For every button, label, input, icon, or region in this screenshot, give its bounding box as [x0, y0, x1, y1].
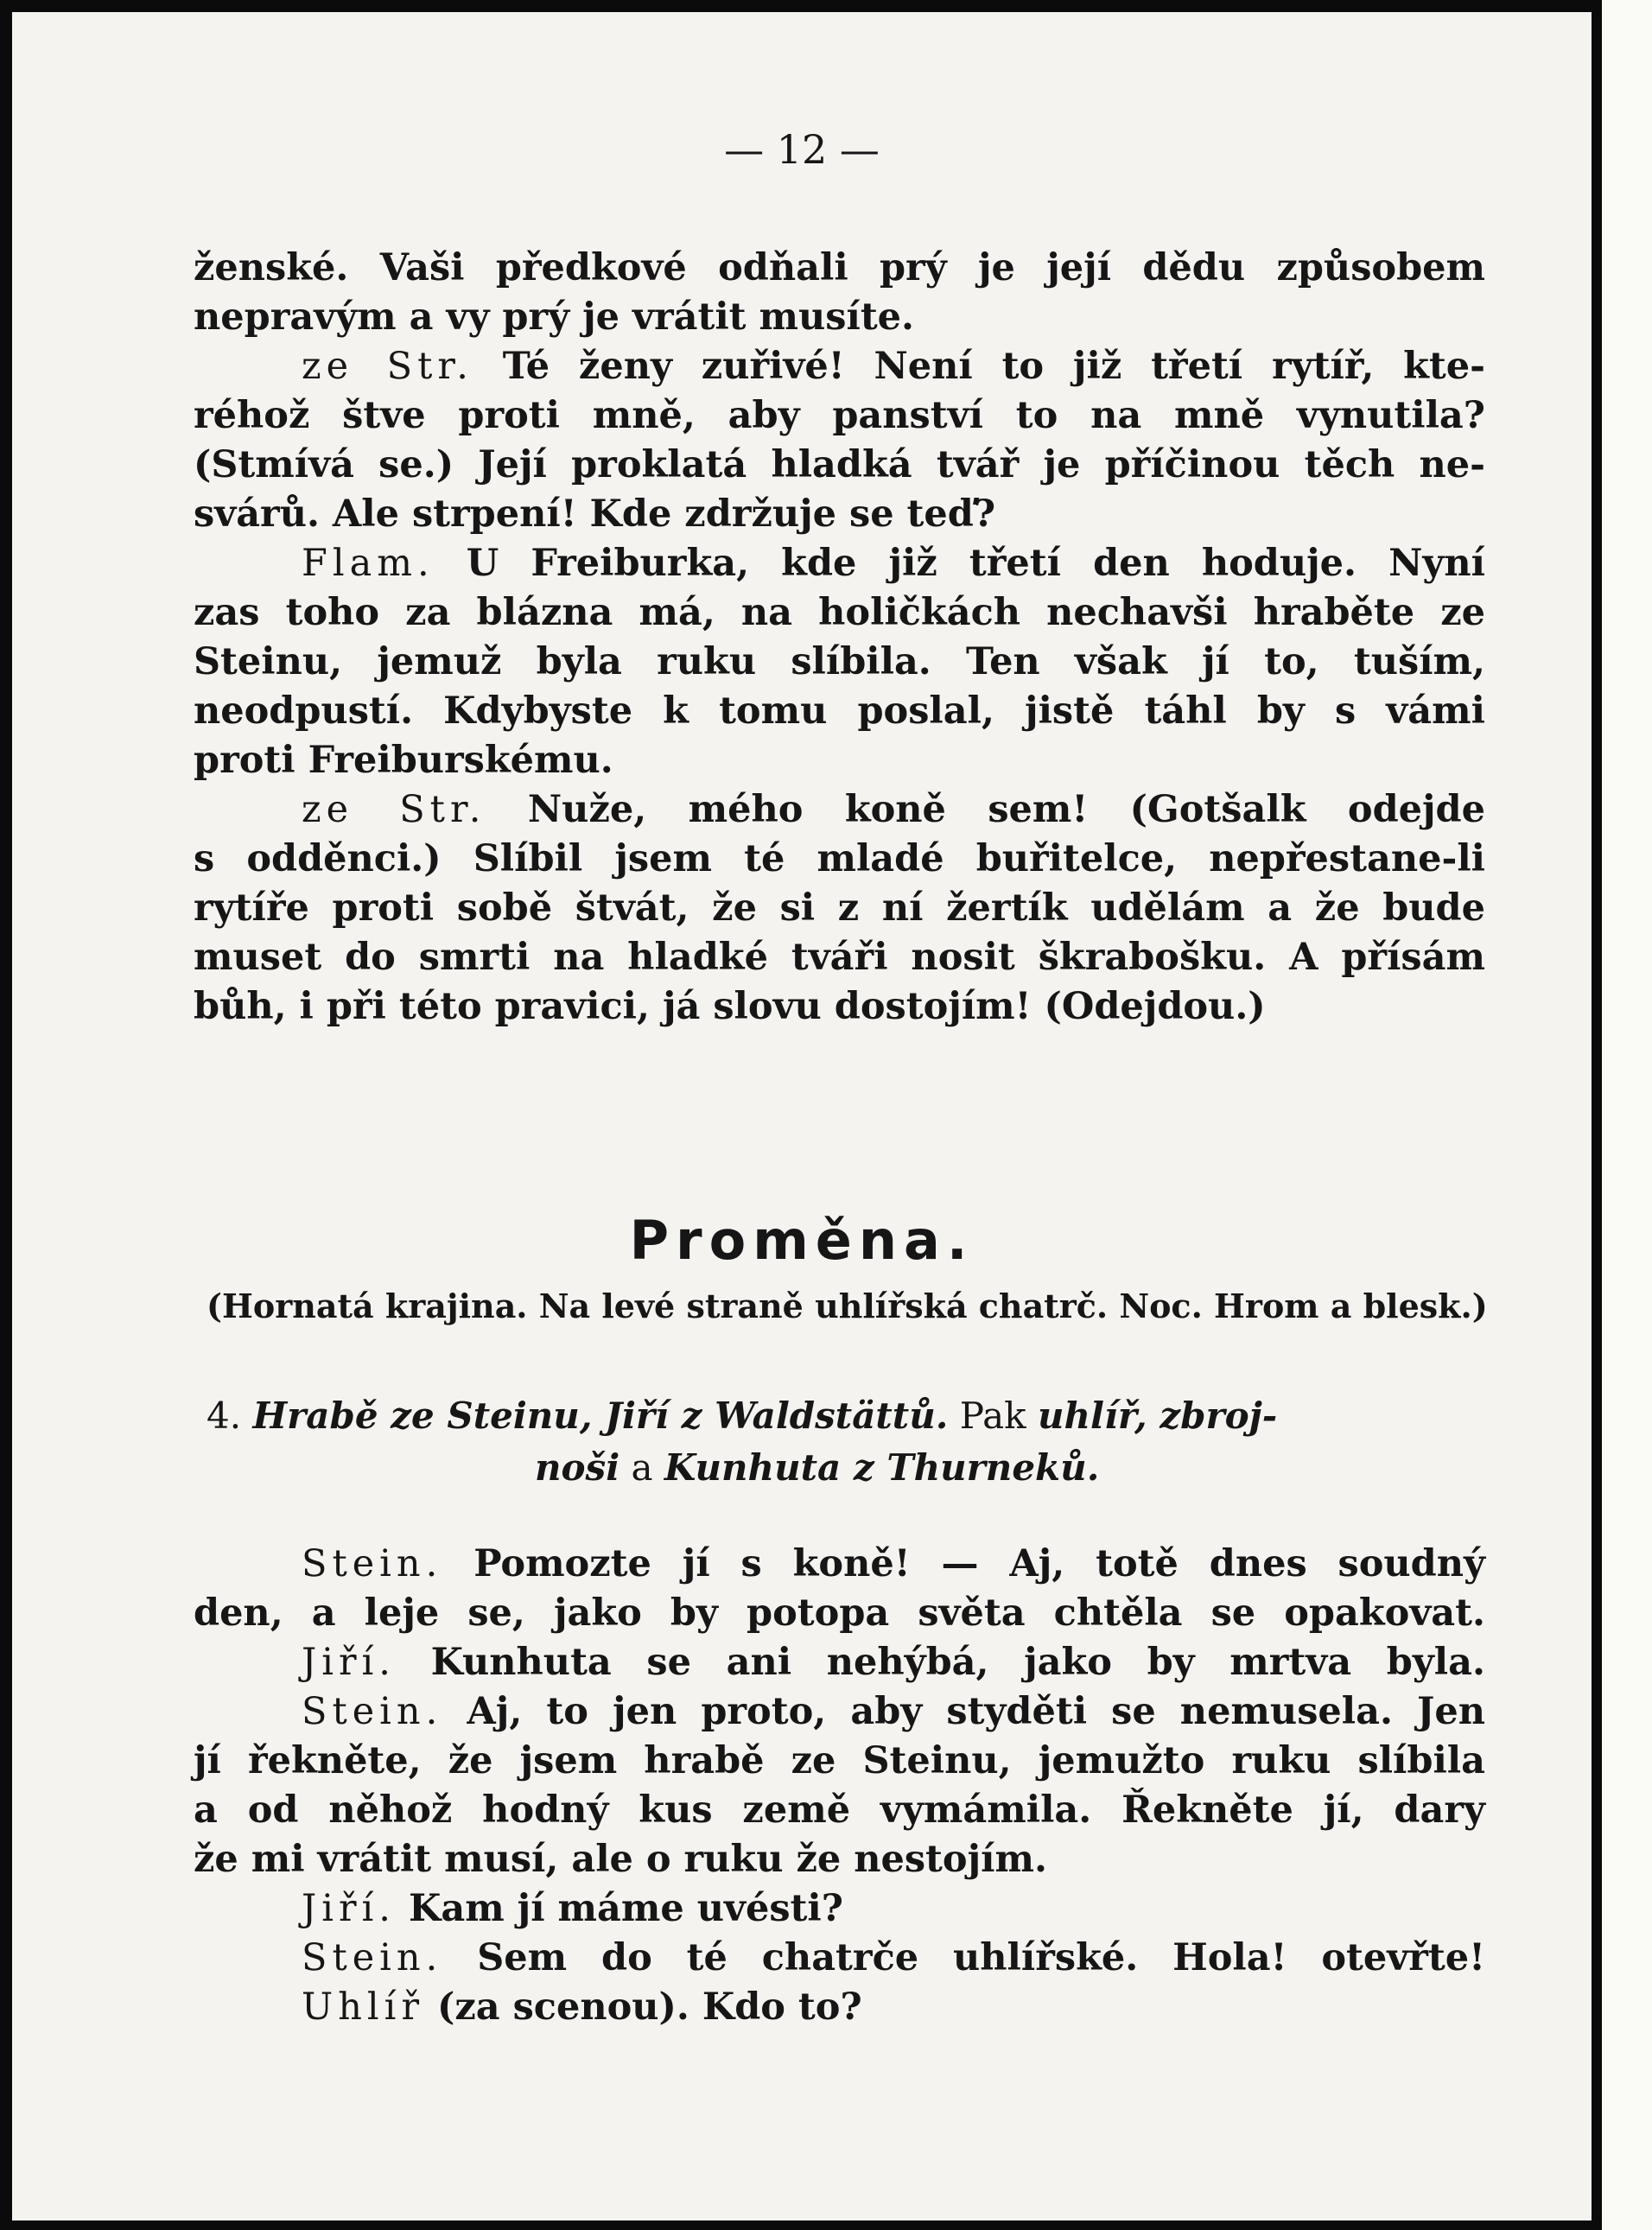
- cast-connector-2: a: [620, 1446, 664, 1489]
- line-text: ženské. Vaši předkové odňali prý je její dědu způsobem: [194, 246, 1485, 289]
- line-text: den, a leje se, jako by potopa světa chtěla se opakovat.: [194, 1591, 1485, 1635]
- text-line: [194, 490, 1485, 539]
- text-line: [194, 982, 1485, 1032]
- line-text: bůh, i při této pravici, já slovu dostojím! (Odejdou.): [194, 985, 1266, 1028]
- cast-line-1: [206, 1395, 1277, 1437]
- text-line: [194, 391, 1485, 441]
- line-text: Kam jí máme uvésti?: [408, 1887, 843, 1930]
- cast-line-2: [206, 1442, 1481, 1494]
- text-line: [194, 1934, 1485, 1983]
- line-text: jí řekněte, že jsem hrabě ze Steinu, jemužto ruku slíbila: [194, 1739, 1485, 1782]
- line-text: svárů. Ale strpení! Kde zdržuje se teď?: [194, 492, 996, 536]
- text-line: [194, 785, 1485, 835]
- text-line: [194, 342, 1485, 391]
- book-page: [12, 12, 1592, 2220]
- text-block-dialogue-2: [194, 1540, 1485, 2032]
- cast-characters-4: Kunhuta z Thurneků.: [664, 1446, 1100, 1489]
- line-text: Pomozte jí s koně! — Aj, totě dnes soudný: [473, 1542, 1485, 1585]
- text-block-dialogue-1: [194, 244, 1485, 1032]
- speaker-name: Flam.: [302, 542, 435, 585]
- cast-characters-1: Hrabě ze Steinu, Jiří z Waldstättů.: [252, 1395, 949, 1437]
- text-line: [194, 933, 1485, 982]
- line-text: Kunhuta se ani nehýbá, jako by mrtva byla.: [430, 1641, 1485, 1684]
- text-line: [194, 1737, 1485, 1786]
- line-text: (Stmívá se.) Její proklatá hladká tvář je příčinou těch ne-: [194, 443, 1485, 486]
- cast-list: [206, 1390, 1481, 1494]
- cast-characters-3: noši: [535, 1446, 620, 1489]
- text-line: [194, 1687, 1485, 1737]
- speaker-name: Uhlíř: [302, 1985, 424, 2029]
- text-line: [194, 884, 1485, 933]
- page-number: — 12 —: [724, 126, 880, 173]
- text-line: [194, 835, 1485, 884]
- speaker-name: Jiří.: [302, 1641, 396, 1684]
- line-text: zas toho za blázna má, na holičkách nechavši hraběte ze: [194, 591, 1485, 634]
- text-line: [194, 736, 1485, 785]
- text-line: [194, 1884, 1485, 1934]
- line-text: s odděnci.) Slíbil jsem té mladé buřitelce, nepřestane-li: [194, 837, 1485, 880]
- line-text: Té ženy zuřivé! Není to již třetí rytíř, kte-: [502, 345, 1485, 388]
- line-text: Steinu, jemuž byla ruku slíbila. Ten však jí to, tuším,: [194, 640, 1485, 683]
- line-text: Nuže, mého koně sem! (Gotšalk odejde: [527, 788, 1485, 831]
- speaker-name: Jiří.: [302, 1887, 396, 1930]
- stage-direction: (Hornatá krajina. Na levé straně uhlířská chatrč. Noc. Hrom a blesk.): [206, 1287, 1488, 1325]
- line-text: nepravým a vy prý je vrátit musíte.: [194, 295, 915, 339]
- speaker-name: Stein.: [302, 1936, 443, 1979]
- line-text: (za scenou). Kdo to?: [436, 1985, 862, 2029]
- line-text: neodpustí. Kdybyste k tomu poslal, jistě táhl by s vámi: [194, 689, 1485, 733]
- text-line: [194, 441, 1485, 490]
- speaker-name: ze Str.: [302, 345, 473, 388]
- line-text: U Freiburka, kde již třetí den hoduje. Nyní: [466, 542, 1485, 585]
- text-line: [194, 1540, 1485, 1589]
- text-line: [194, 687, 1485, 736]
- cast-connector-1: Pak: [948, 1395, 1038, 1437]
- text-line: [194, 1589, 1485, 1638]
- text-line: [194, 638, 1485, 687]
- cast-characters-2: uhlíř, zbroj-: [1037, 1395, 1278, 1437]
- line-text: Sem do té chatrče uhlířské. Hola! otevřte!: [477, 1936, 1485, 1979]
- scene-title: Proměna.: [629, 1209, 975, 1272]
- text-line: [194, 1786, 1485, 1835]
- text-line: [194, 588, 1485, 638]
- text-line: [194, 539, 1485, 588]
- speaker-name: Stein.: [302, 1542, 443, 1585]
- line-text: muset do smrti na hladké tváři nosit škrabošku. A přísám: [194, 936, 1485, 979]
- text-line: [194, 1638, 1485, 1687]
- line-text: rytíře proti sobě štvát, že si z ní žertík udělám a že bude: [194, 886, 1485, 930]
- text-line: [194, 244, 1485, 293]
- line-text: že mi vrátit musí, ale o ruku že nestojím.: [194, 1838, 1047, 1881]
- line-text: proti Freiburskému.: [194, 739, 613, 782]
- text-line: [194, 293, 1485, 342]
- text-line: [194, 1835, 1485, 1884]
- speaker-name: ze Str.: [302, 788, 486, 831]
- line-text: a od něhož hodný kus země vymámila. Řekněte jí, dary: [194, 1788, 1485, 1832]
- adjacent-page-edge: [1597, 0, 1652, 2230]
- speaker-name: Stein.: [302, 1690, 443, 1733]
- line-text: réhož štve proti mně, aby panství to na mně vynutila?: [194, 394, 1485, 437]
- text-line: [194, 1983, 1485, 2032]
- cast-number: 4.: [206, 1395, 242, 1437]
- line-text: Aj, to jen proto, aby styděti se nemusela. Jen: [467, 1690, 1485, 1733]
